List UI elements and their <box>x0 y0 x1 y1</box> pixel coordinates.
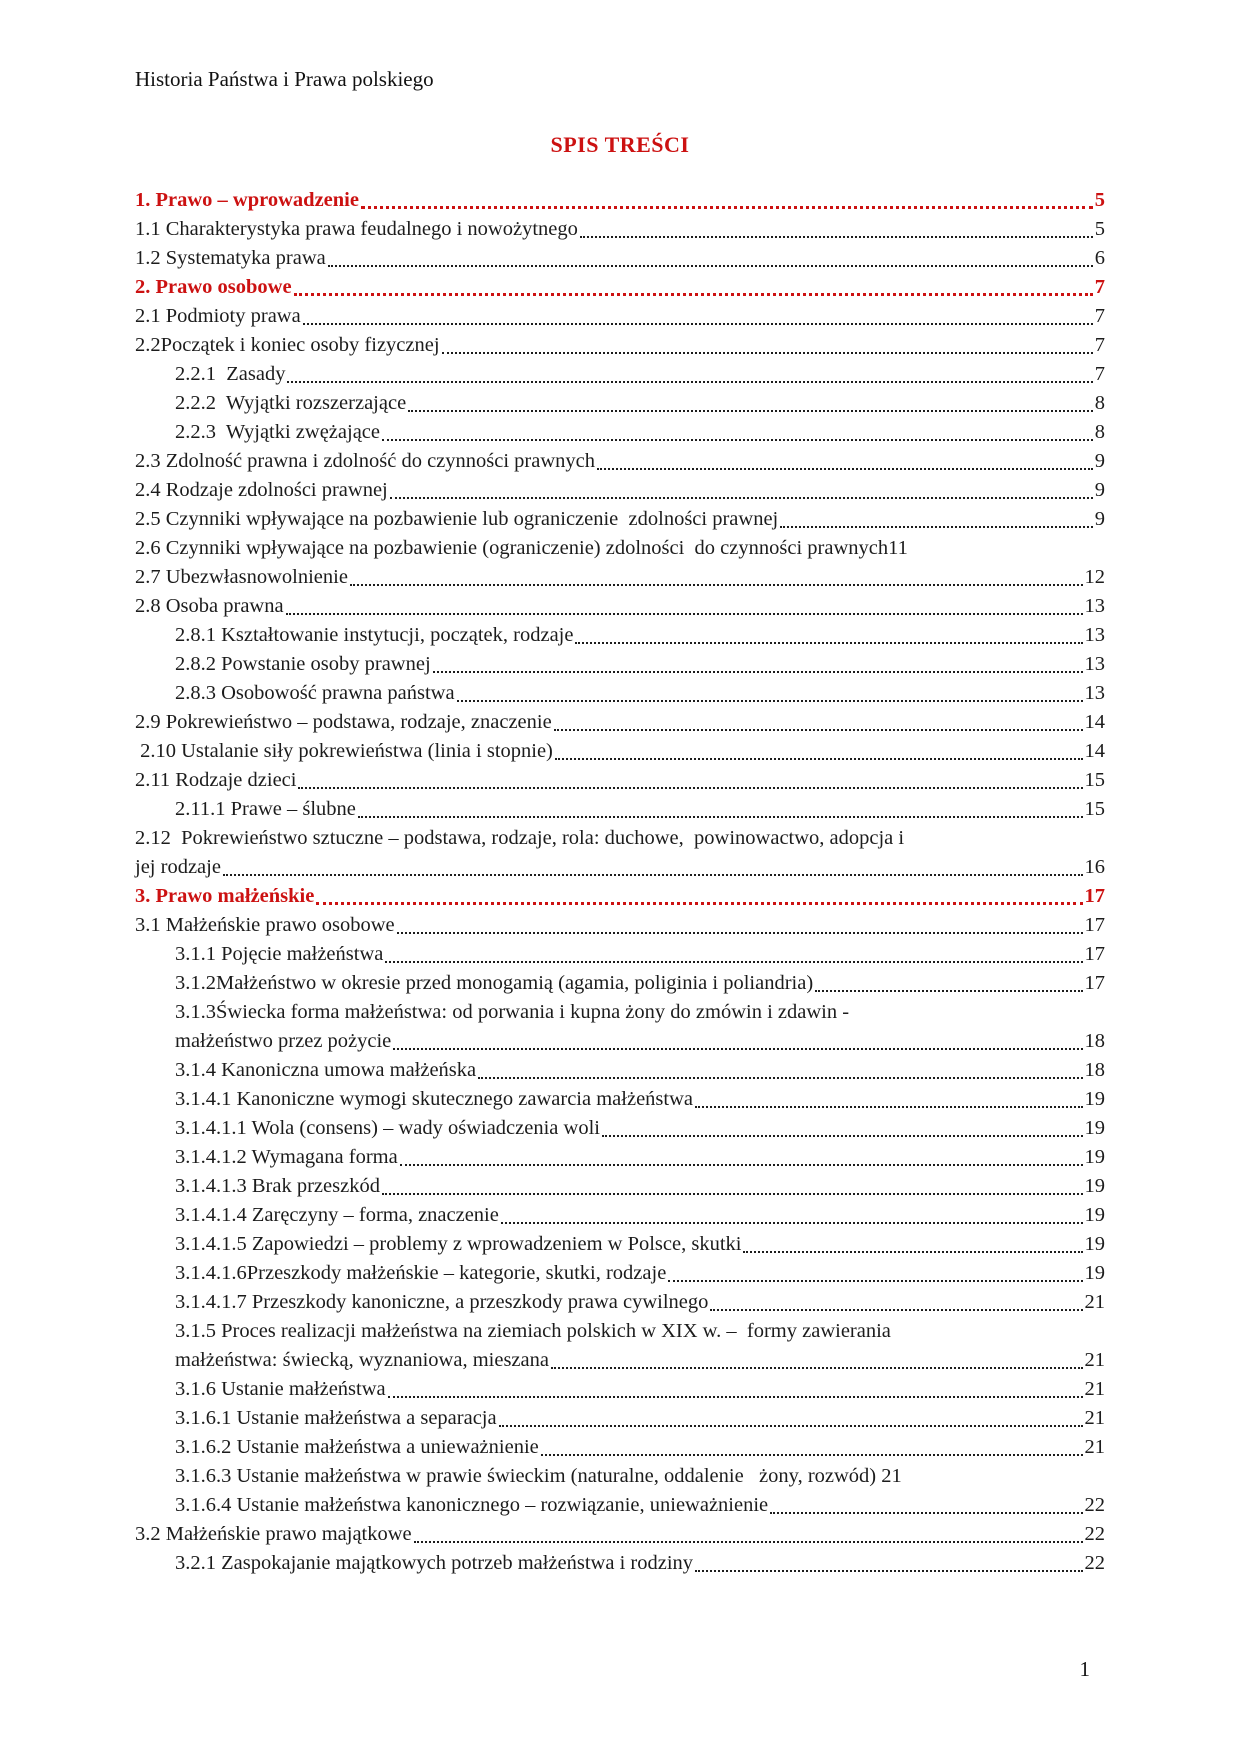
toc-entry-text: 2.8 Osoba prawna <box>135 595 284 617</box>
toc-entry-text: 3.1.2Małżeństwo w okresie przed monogamią (agamia, poliginia i poliandria) <box>175 972 814 994</box>
toc-page-number: 21 <box>1084 1436 1105 1458</box>
toc-row <box>135 795 1105 824</box>
toc-row <box>135 1317 1105 1346</box>
toc-row <box>135 824 1105 853</box>
toc-row <box>135 1201 1105 1230</box>
dotted-leader <box>361 206 1093 209</box>
toc-row <box>135 1230 1105 1259</box>
dotted-leader <box>433 671 1083 673</box>
toc-page-number: 7 <box>1094 276 1105 298</box>
toc-page-number: 17 <box>1084 972 1105 994</box>
toc-entry-text: 2.2Początek i koniec osoby fizycznej <box>135 334 440 356</box>
toc-entry-text: 2.10 Ustalanie siły pokrewieństwa (linia i stopnie) <box>135 740 553 762</box>
toc-row <box>135 708 1105 737</box>
dotted-leader <box>294 293 1093 296</box>
dotted-leader <box>358 816 1083 818</box>
toc-page-number: 21 <box>1084 1291 1105 1313</box>
toc-entry-text: 2.6 Czynniki wpływające na pozbawienie (ograniczenie) zdolności do czynności prawnych <box>135 537 889 559</box>
toc-row <box>135 1085 1105 1114</box>
toc-page-number: 7 <box>1094 363 1105 385</box>
toc-page-number: 21 <box>876 1465 902 1487</box>
table-of-contents <box>135 186 1105 1578</box>
toc-page-number: 16 <box>1084 856 1105 878</box>
dotted-leader <box>287 381 1092 383</box>
toc-row <box>135 766 1105 795</box>
toc-row <box>135 1114 1105 1143</box>
toc-row <box>135 592 1105 621</box>
toc-page-number: 18 <box>1084 1059 1105 1081</box>
toc-page-number: 22 <box>1084 1494 1105 1516</box>
toc-row <box>135 1346 1105 1375</box>
toc-entry-text: 3. Prawo małżeńskie <box>135 885 315 907</box>
toc-page-number: 13 <box>1084 682 1105 704</box>
toc-page-number: 15 <box>1084 798 1105 820</box>
toc-row <box>135 447 1105 476</box>
dotted-leader <box>554 729 1083 731</box>
toc-entry-text: 2.7 Ubezwłasnowolnienie <box>135 566 348 588</box>
toc-row <box>135 563 1105 592</box>
dotted-leader <box>575 642 1082 644</box>
toc-row <box>135 389 1105 418</box>
dotted-leader <box>710 1309 1082 1311</box>
toc-page-number: 7 <box>1094 305 1105 327</box>
dotted-leader <box>695 1106 1083 1108</box>
toc-entry-text: 2.8.1 Kształtowanie instytucji, początek, rodzaje <box>175 624 574 646</box>
dotted-leader <box>501 1222 1083 1224</box>
toc-page-number: 8 <box>1094 392 1105 414</box>
toc-row <box>135 940 1105 969</box>
toc-row <box>135 911 1105 940</box>
dotted-leader <box>457 700 1083 702</box>
toc-row <box>135 969 1105 998</box>
toc-row <box>135 998 1105 1027</box>
toc-row <box>135 1056 1105 1085</box>
toc-entry-text: 3.1.4 Kanoniczna umowa małżeńska <box>175 1059 477 1081</box>
dotted-leader <box>442 352 1093 354</box>
dotted-leader <box>695 1570 1082 1572</box>
toc-page-number: 19 <box>1084 1117 1105 1139</box>
toc-row <box>135 1433 1105 1462</box>
dotted-leader <box>551 1367 1083 1369</box>
toc-entry-text: 3.1.4.1.4 Zaręczyny – forma, znaczenie <box>175 1204 499 1226</box>
toc-entry-text: 3.1.4.1.1 Wola (consens) – wady oświadczenia woli <box>175 1117 600 1139</box>
toc-page-number: 14 <box>1084 711 1105 733</box>
toc-page-number: 19 <box>1084 1204 1105 1226</box>
dotted-leader <box>382 1193 1083 1195</box>
toc-entry-text: 3.1.4.1.3 Brak przeszkód <box>175 1175 380 1197</box>
toc-entry-text: małżeństwa: świecką, wyznaniowa, mieszana <box>175 1349 549 1371</box>
toc-page-number: 19 <box>1084 1175 1105 1197</box>
toc-entry-text: 2.2.3 Wyjątki zwężające <box>175 421 380 443</box>
toc-entry-text: 1.2 Systematyka prawa <box>135 247 326 269</box>
toc-row <box>135 1027 1105 1056</box>
toc-entry-text: 2.8.3 Osobowość prawna państwa <box>175 682 455 704</box>
toc-page-number: 12 <box>1084 566 1105 588</box>
toc-entry-text: 2.12 Pokrewieństwo sztuczne – podstawa, rodzaje, rola: duchowe, powinowactwo, adopcja i <box>135 827 905 849</box>
toc-entry-text: 3.1.1 Pojęcie małżeństwa <box>175 943 384 965</box>
toc-row <box>135 853 1105 882</box>
toc-entry-text: 3.1.4.1.7 Przeszkody kanoniczne, a przeszkody prawa cywilnego <box>175 1291 709 1313</box>
dotted-leader <box>414 1541 1083 1543</box>
toc-entry-text: 3.1.6.2 Ustanie małżeństwa a unieważnienie <box>175 1436 539 1458</box>
dotted-leader <box>298 787 1082 789</box>
toc-page-number: 5 <box>1094 189 1105 211</box>
dotted-leader <box>350 584 1083 586</box>
toc-entry-text: 3.1.6.3 Ustanie małżeństwa w prawie świeckim (naturalne, oddalenie żony, rozwód) <box>175 1465 877 1487</box>
toc-page-number: 14 <box>1084 740 1105 762</box>
toc-entry-text: 1. Prawo – wprowadzenie <box>135 189 359 211</box>
dotted-leader <box>499 1425 1083 1427</box>
page-number: 1 <box>1079 1657 1090 1681</box>
toc-page-number: 19 <box>1084 1146 1105 1168</box>
toc-page-number: 6 <box>1094 247 1105 269</box>
toc-page-number: 5 <box>1094 218 1105 240</box>
toc-entry-text: 2.11 Rodzaje dzieci <box>135 769 297 791</box>
toc-page-number: 9 <box>1094 479 1105 501</box>
toc-page-number: 17 <box>1084 914 1105 936</box>
toc-row <box>135 244 1105 273</box>
toc-entry-text: 2.8.2 Powstanie osoby prawnej <box>175 653 431 675</box>
dotted-leader <box>223 874 1083 876</box>
toc-row <box>135 1172 1105 1201</box>
toc-entry-text: 3.1.6 Ustanie małżeństwa <box>175 1378 386 1400</box>
toc-page-number: 19 <box>1084 1088 1105 1110</box>
dotted-leader <box>316 902 1082 905</box>
toc-page-number: 9 <box>1094 508 1105 530</box>
toc-row <box>135 273 1105 302</box>
toc-row <box>135 331 1105 360</box>
dotted-leader <box>541 1454 1083 1456</box>
toc-row <box>135 302 1105 331</box>
dotted-leader <box>780 526 1093 528</box>
toc-row <box>135 476 1105 505</box>
toc-entry-text: 1.1 Charakterystyka prawa feudalnego i nowożytnego <box>135 218 578 240</box>
toc-row <box>135 679 1105 708</box>
toc-row <box>135 1462 1105 1491</box>
toc-title: SPIS TREŚCI <box>550 132 690 157</box>
toc-page-number: 21 <box>1084 1407 1105 1429</box>
toc-row <box>135 882 1105 911</box>
dotted-leader <box>388 1396 1083 1398</box>
dotted-leader <box>478 1077 1082 1079</box>
dotted-leader <box>597 468 1093 470</box>
toc-row <box>135 360 1105 389</box>
toc-entry-text: jej rodzaje <box>135 856 221 878</box>
toc-row <box>135 737 1105 766</box>
toc-page-number: 21 <box>1084 1349 1105 1371</box>
toc-entry-text: 2.11.1 Prawe – ślubne <box>175 798 356 820</box>
toc-entry-text: 3.1.6.4 Ustanie małżeństwa kanonicznego – rozwiązanie, unieważnienie <box>175 1494 769 1516</box>
toc-entry-text: 2.2.2 Wyjątki rozszerzające <box>175 392 407 414</box>
toc-row <box>135 215 1105 244</box>
toc-entry-text: 3.2 Małżeńskie prawo majątkowe <box>135 1523 412 1545</box>
toc-entry-text: 3.2.1 Zaspokajanie majątkowych potrzeb małżeństwa i rodziny <box>175 1552 694 1574</box>
dotted-leader <box>668 1280 1082 1282</box>
toc-row <box>135 1549 1105 1578</box>
dotted-leader <box>303 323 1093 325</box>
toc-entry-text: 2.3 Zdolność prawna i zdolność do czynności prawnych <box>135 450 595 472</box>
toc-entry-text: 2.2.1 Zasady <box>175 363 286 385</box>
dotted-leader <box>328 265 1093 267</box>
toc-entry-text: 3.1 Małżeńskie prawo osobowe <box>135 914 395 936</box>
dotted-leader <box>555 758 1083 760</box>
toc-page-number: 13 <box>1084 624 1105 646</box>
toc-page-number: 22 <box>1084 1523 1105 1545</box>
toc-row <box>135 1520 1105 1549</box>
toc-entry-text: 2. Prawo osobowe <box>135 276 292 298</box>
toc-row <box>135 534 1105 563</box>
toc-page-number: 22 <box>1084 1552 1105 1574</box>
dotted-leader <box>815 990 1082 992</box>
toc-row <box>135 1259 1105 1288</box>
toc-row <box>135 1288 1105 1317</box>
toc-entry-text: 3.1.4.1.2 Wymagana forma <box>175 1146 398 1168</box>
dotted-leader <box>286 613 1083 615</box>
dotted-leader <box>390 497 1093 499</box>
toc-entry-text: 3.1.5 Proces realizacji małżeństwa na ziemiach polskich w XIX w. – formy zawierania <box>175 1320 891 1342</box>
dotted-leader <box>580 236 1093 238</box>
toc-page-number: 13 <box>1084 595 1105 617</box>
toc-entry-text: 2.1 Podmioty prawa <box>135 305 301 327</box>
toc-entry-text: 3.1.3Świecka forma małżeństwa: od porwania i kupna żony do zmówin i zdawin - <box>175 1001 850 1023</box>
toc-row <box>135 650 1105 679</box>
toc-entry-text: małżeństwo przez pożycie <box>175 1030 392 1052</box>
toc-row <box>135 1491 1105 1520</box>
toc-page-number: 11 <box>888 537 908 559</box>
dotted-leader <box>743 1251 1082 1253</box>
toc-row <box>135 1143 1105 1172</box>
dotted-leader <box>397 932 1083 934</box>
toc-entry-text: 3.1.4.1.5 Zapowiedzi – problemy z wprowadzeniem w Polsce, skutki <box>175 1233 742 1255</box>
toc-page-number: 19 <box>1084 1262 1105 1284</box>
toc-page-number: 19 <box>1084 1233 1105 1255</box>
toc-page-number: 8 <box>1094 421 1105 443</box>
toc-row <box>135 505 1105 534</box>
toc-entry-text: 3.1.4.1 Kanoniczne wymogi skutecznego zawarcia małżeństwa <box>175 1088 693 1110</box>
toc-page-number: 7 <box>1094 334 1105 356</box>
toc-row <box>135 418 1105 447</box>
toc-page-number: 15 <box>1084 769 1105 791</box>
dotted-leader <box>770 1512 1082 1514</box>
toc-page-number: 17 <box>1084 885 1105 907</box>
toc-page-number: 13 <box>1084 653 1105 675</box>
toc-entry-text: 2.4 Rodzaje zdolności prawnej <box>135 479 388 501</box>
dotted-leader <box>408 410 1093 412</box>
dotted-leader <box>382 439 1093 441</box>
dotted-leader <box>393 1048 1082 1050</box>
toc-entry-text: 2.5 Czynniki wpływające na pozbawienie lub ograniczenie zdolności prawnej <box>135 508 779 530</box>
dotted-leader <box>602 1135 1083 1137</box>
toc-row <box>135 621 1105 650</box>
toc-page-number: 21 <box>1084 1378 1105 1400</box>
toc-entry-text: 2.9 Pokrewieństwo – podstawa, rodzaje, znaczenie <box>135 711 552 733</box>
toc-page-number: 18 <box>1084 1030 1105 1052</box>
toc-page-number: 9 <box>1094 450 1105 472</box>
toc-row <box>135 1404 1105 1433</box>
toc-row <box>135 186 1105 215</box>
toc-entry-text: 3.1.6.1 Ustanie małżeństwa a separacja <box>175 1407 497 1429</box>
toc-entry-text: 3.1.4.1.6Przeszkody małżeńskie – kategorie, skutki, rodzaje <box>175 1262 667 1284</box>
dotted-leader <box>400 1164 1083 1166</box>
toc-row <box>135 1375 1105 1404</box>
dotted-leader <box>385 961 1082 963</box>
toc-page-number: 17 <box>1084 943 1105 965</box>
document-header: Historia Państwa i Prawa polskiego <box>135 67 434 91</box>
